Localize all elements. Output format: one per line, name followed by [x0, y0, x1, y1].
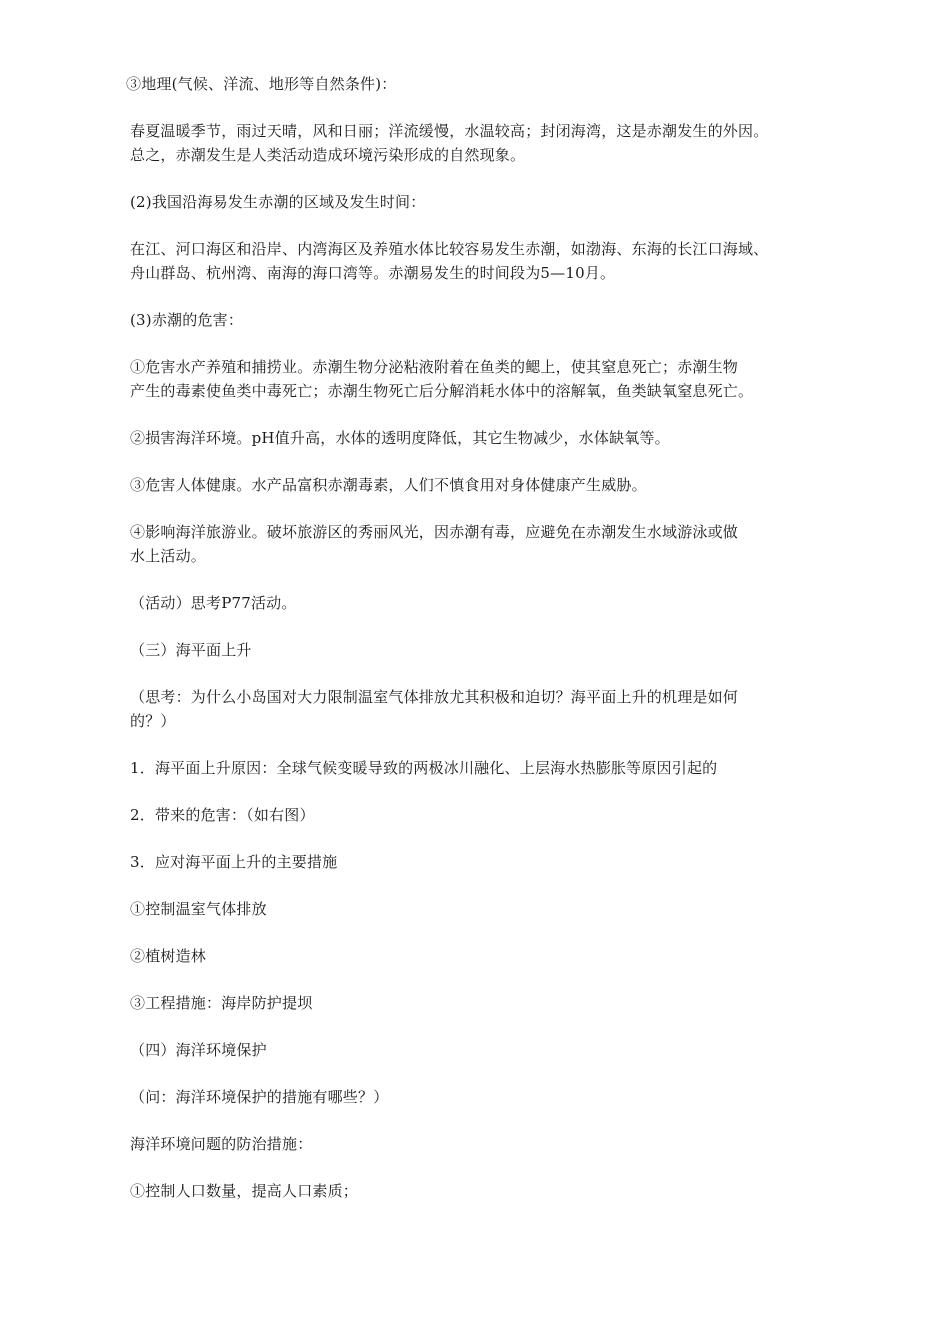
text-line: 产生的毒素使鱼类中毒死亡；赤潮生物死亡后分解消耗水体中的溶解氧，鱼类缺氧窒息死亡。 [130, 382, 754, 400]
text-line: (2)我国沿海易发生赤潮的区域及发生时间： [130, 193, 426, 211]
paragraph-geography-conditions [126, 72, 830, 96]
text-line: ④影响海洋旅游业。破坏旅游区的秀丽风光，因赤潮有毒，应避免在赤潮发生水域游泳或做 [130, 523, 739, 541]
paragraph-prevention-heading [130, 1132, 830, 1156]
text-line: 2．带来的危害：（如右图） [130, 806, 315, 824]
text-line: ③地理(气候、洋流、地形等自然条件)： [126, 75, 397, 93]
paragraph-think-question [130, 685, 830, 733]
text-line: （活动）思考P77活动。 [130, 594, 297, 612]
paragraph-harm-environment [130, 426, 830, 450]
text-line: （思考：为什么小岛国对大力限制温室气体排放尤其积极和迫切？海平面上升的机理是如何 [130, 688, 739, 706]
text-line: ①危害水产养殖和捕捞业。赤潮生物分泌粘液附着在鱼类的鳃上，使其窒息死亡；赤潮生物 [130, 358, 739, 376]
paragraph-protection-question [130, 1085, 830, 1109]
paragraph-heading-harms [130, 308, 830, 332]
paragraph-sea-level-harm [130, 803, 830, 827]
text-line: ②植树造林 [130, 947, 207, 965]
text-line: (3)赤潮的危害： [130, 311, 244, 329]
document-page [126, 72, 830, 1226]
paragraph-harm-tourism [130, 520, 830, 568]
text-line: 的？） [130, 712, 176, 730]
text-line: 1．海平面上升原因：全球气候变暖导致的两极冰川融化、上层海水热膨胀等原因引起的 [130, 759, 718, 777]
text-line: （问：海洋环境保护的措施有哪些？） [130, 1088, 389, 1106]
text-line: （四）海洋环境保护 [130, 1041, 267, 1059]
paragraph-external-causes [130, 119, 830, 167]
text-line: 水上活动。 [130, 547, 207, 565]
paragraph-heading-regions [130, 190, 830, 214]
paragraph-measure-1 [130, 897, 830, 921]
text-line: 总之，赤潮发生是人类活动造成环境污染形成的自然现象。 [130, 146, 526, 164]
paragraph-prevention-1 [130, 1179, 830, 1203]
text-line: ③危害人体健康。水产品富积赤潮毒素，人们不慎食用对身体健康产生威胁。 [130, 476, 647, 494]
text-line: ③工程措施：海岸防护提坝 [130, 994, 313, 1012]
text-line: 舟山群岛、杭州湾、南海的海口湾等。赤潮易发生的时间段为5—10月。 [130, 264, 616, 282]
text-line: ②损害海洋环境。pH值升高，水体的透明度降低，其它生物减少，水体缺氧等。 [130, 429, 670, 447]
paragraph-measure-2 [130, 944, 830, 968]
text-line: 3．应对海平面上升的主要措施 [130, 853, 338, 871]
paragraph-harm-health [130, 473, 830, 497]
paragraph-heading-sea-level [130, 638, 830, 662]
paragraph-sea-level-measures [130, 850, 830, 874]
paragraph-sea-level-cause [130, 756, 830, 780]
paragraph-activity [130, 591, 830, 615]
text-line: 春夏温暖季节，雨过天晴，风和日丽；洋流缓慢，水温较高；封闭海湾，这是赤潮发生的外因。 [130, 122, 769, 140]
paragraph-measure-3 [130, 991, 830, 1015]
text-line: ①控制温室气体排放 [130, 900, 267, 918]
paragraph-regions-detail [130, 237, 830, 285]
text-line: 在江、河口海区和沿岸、内湾海区及养殖水体比较容易发生赤潮，如渤海、东海的长江口海域、 [130, 240, 769, 258]
text-line: ①控制人口数量，提高人口素质； [130, 1182, 359, 1200]
paragraph-heading-protection [130, 1038, 830, 1062]
paragraph-harm-fishery [130, 355, 830, 403]
text-line: （三）海平面上升 [130, 641, 252, 659]
text-line: 海洋环境问题的防治措施： [130, 1135, 313, 1153]
